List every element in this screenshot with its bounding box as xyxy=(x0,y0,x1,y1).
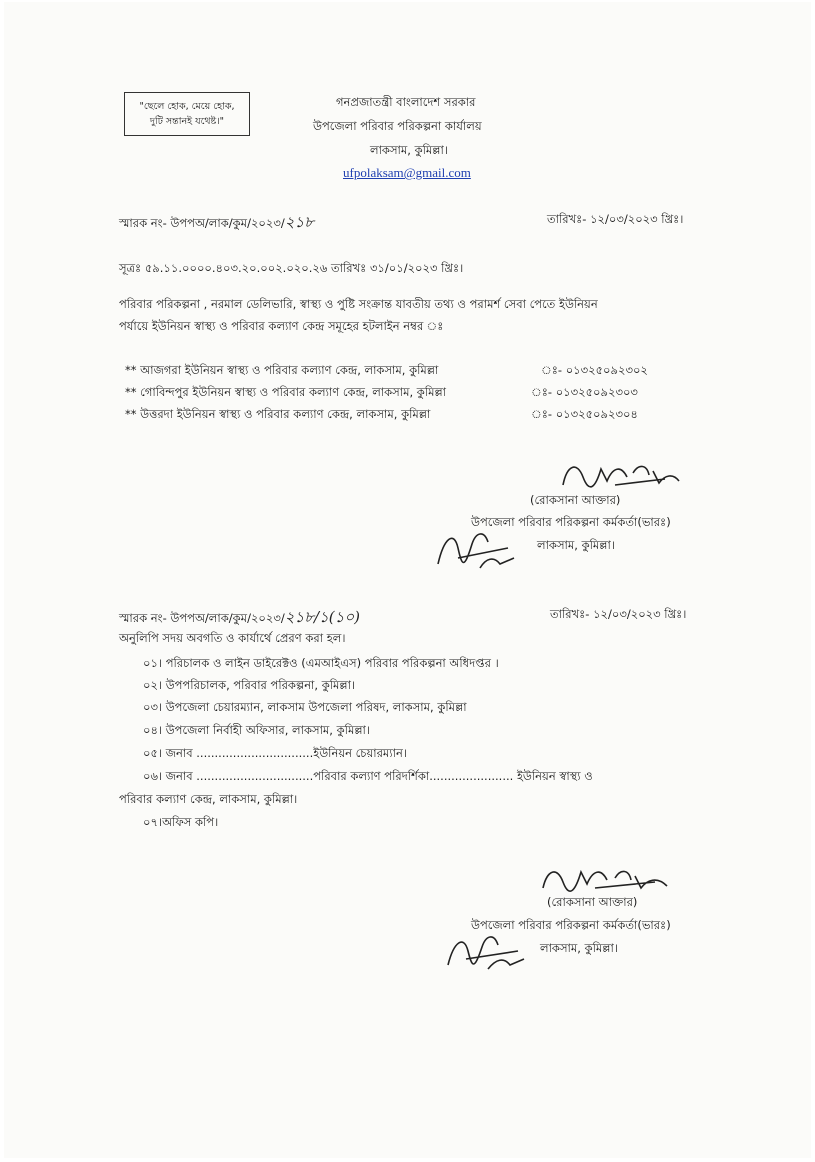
memo2-reference-number: ২১৮/১(১০) xyxy=(284,608,360,626)
slogan-box xyxy=(124,92,250,136)
header-email-link[interactable]: ufpolaksam@gmail.com xyxy=(343,165,471,180)
copy-list-item-6-continued: পরিবার কল্যাণ কেন্দ্র, লাকসাম, কুমিল্লা। xyxy=(119,792,298,806)
hotline-center-1: ** আজগরা ইউনিয়ন স্বাস্থ্য ও পরিবার কল্যাণ কেন্দ্র, লাকসাম, কুমিল্লা xyxy=(125,363,439,377)
memo1-reference xyxy=(119,211,314,236)
hotline-number-1: ঃ- ০১৩২৫০৯২৩০২ xyxy=(541,363,648,377)
copy-list-item-4: ০৪। উপজেলা নির্বাহী অফিসার, লাকসাম, কুমিল্লা। xyxy=(143,723,370,737)
copy-list-item-1: ০১। পরিচালক ও লাইন ডাইরেক্টও (এমআইএস) পরিবার পরিকল্পনা অধিদপ্তর । xyxy=(143,656,499,670)
signature-1-name: (রোকসানা আক্তার) xyxy=(530,493,621,507)
memo2-reference-label: স্মারক নং- উপপঅ/লাক/কুম/২০২৩/ xyxy=(119,611,285,625)
hotline-number-3: ঃ- ০১৩২৫০৯২৩০৪ xyxy=(531,407,638,421)
copy-list-item-6: ০৬। জনাব ................................পরিবার কল্যাণ পরিদর্শিকা....................... ইউনিয়ন স্বাস্থ্য ও xyxy=(143,769,593,783)
memo1-body-line-1: পরিবার পরিকল্পনা , নরমাল ডেলিভারি, স্বাস্থ্য ও পুষ্টি সংক্রান্ত যাবতীয় তথ্য ও পরামর্শ সেবা পেতে ইউনিয়ন xyxy=(119,297,598,311)
memo1-reference-label: স্মারক নং- উপপঅ/লাক/কুম/২০২৩/ xyxy=(119,216,285,230)
memo1-date: তারিখঃ- ১২/০৩/২০২৩ খ্রিঃ। xyxy=(547,212,684,226)
header-office: উপজেলা পরিবার পরিকল্পনা কার্যালয় xyxy=(313,119,482,133)
signature-1-place: লাকসাম, কুমিল্লা। xyxy=(537,538,615,552)
memo1-reference-number: ২১৮ xyxy=(284,213,314,231)
initial-signature-2-scribble xyxy=(438,925,533,977)
memo1-body-line-2: পর্যায়ে ইউনিয়ন স্বাস্থ্য ও পরিবার কল্যাণ কেন্দ্র সমূহের হটলাইন নম্বর ঃ xyxy=(119,319,444,333)
copy-list-item-3: ০৩। উপজেলা চেয়ারম্যান, লাকসাম উপজেলা পরিষদ, লাকসাম, কুমিল্লা xyxy=(143,700,467,714)
signature-2-place: লাকসাম, কুমিল্লা। xyxy=(540,941,618,955)
copy-list-item-5: ০৫। জনাব ................................ইউনিয়ন চেয়ারম্যান। xyxy=(143,746,407,760)
hotline-center-2: ** গোবিন্দপুর ইউনিয়ন স্বাস্থ্য ও পরিবার কল্যাণ কেন্দ্র, লাকসাম, কুমিল্লা xyxy=(125,385,447,399)
hotline-center-3: ** উত্তরদা ইউনিয়ন স্বাস্থ্য ও পরিবার কল্যাণ কেন্দ্র, লাকসাম, কুমিল্লা xyxy=(125,407,431,421)
copy-list-item-7: ০৭।অফিস কপি। xyxy=(143,815,219,829)
memo1-source-reference: সূত্রঃ ৫৯.১১.০০০০.৪০৩.২০.০০২.০২০.২৬ তারিখঃ ৩১/০১/২০২৩ খ্রিঃ। xyxy=(119,261,464,275)
slogan-line-2: দুটি সন্তানই যথেষ্ট।" xyxy=(149,116,225,127)
memo2-intro: অনুলিপি সদয় অবগতি ও কার্যার্থে প্রেরণ করা হল। xyxy=(119,631,346,645)
copy-list-item-2: ০২। উপপরিচালক, পরিবার পরিকল্পনা, কুমিল্লা। xyxy=(143,678,356,692)
header-location: লাকসাম, কুমিল্লা। xyxy=(370,143,448,157)
signature-1-designation: উপজেলা পরিবার পরিকল্পনা কর্মকর্তা(ভারঃ) xyxy=(471,515,671,529)
memo2-date: তারিখঃ- ১২/০৩/২০২৩ খ্রিঃ। xyxy=(550,607,687,621)
signature-2-designation: উপজেলা পরিবার পরিকল্পনা কর্মকর্তা(ভারঃ) xyxy=(471,918,671,932)
initial-signature-1-scribble xyxy=(428,518,523,576)
signature-2-name: (রোকসানা আক্তার) xyxy=(547,895,638,909)
hotline-number-2: ঃ- ০১৩২৫০৯২৩০৩ xyxy=(531,385,638,399)
slogan-line-1: "ছেলে হোক, মেয়ে হোক, xyxy=(139,101,235,112)
memo2-reference xyxy=(119,606,360,631)
header-government: গনপ্রজাতন্ত্রী বাংলাদেশ সরকার xyxy=(336,95,476,109)
